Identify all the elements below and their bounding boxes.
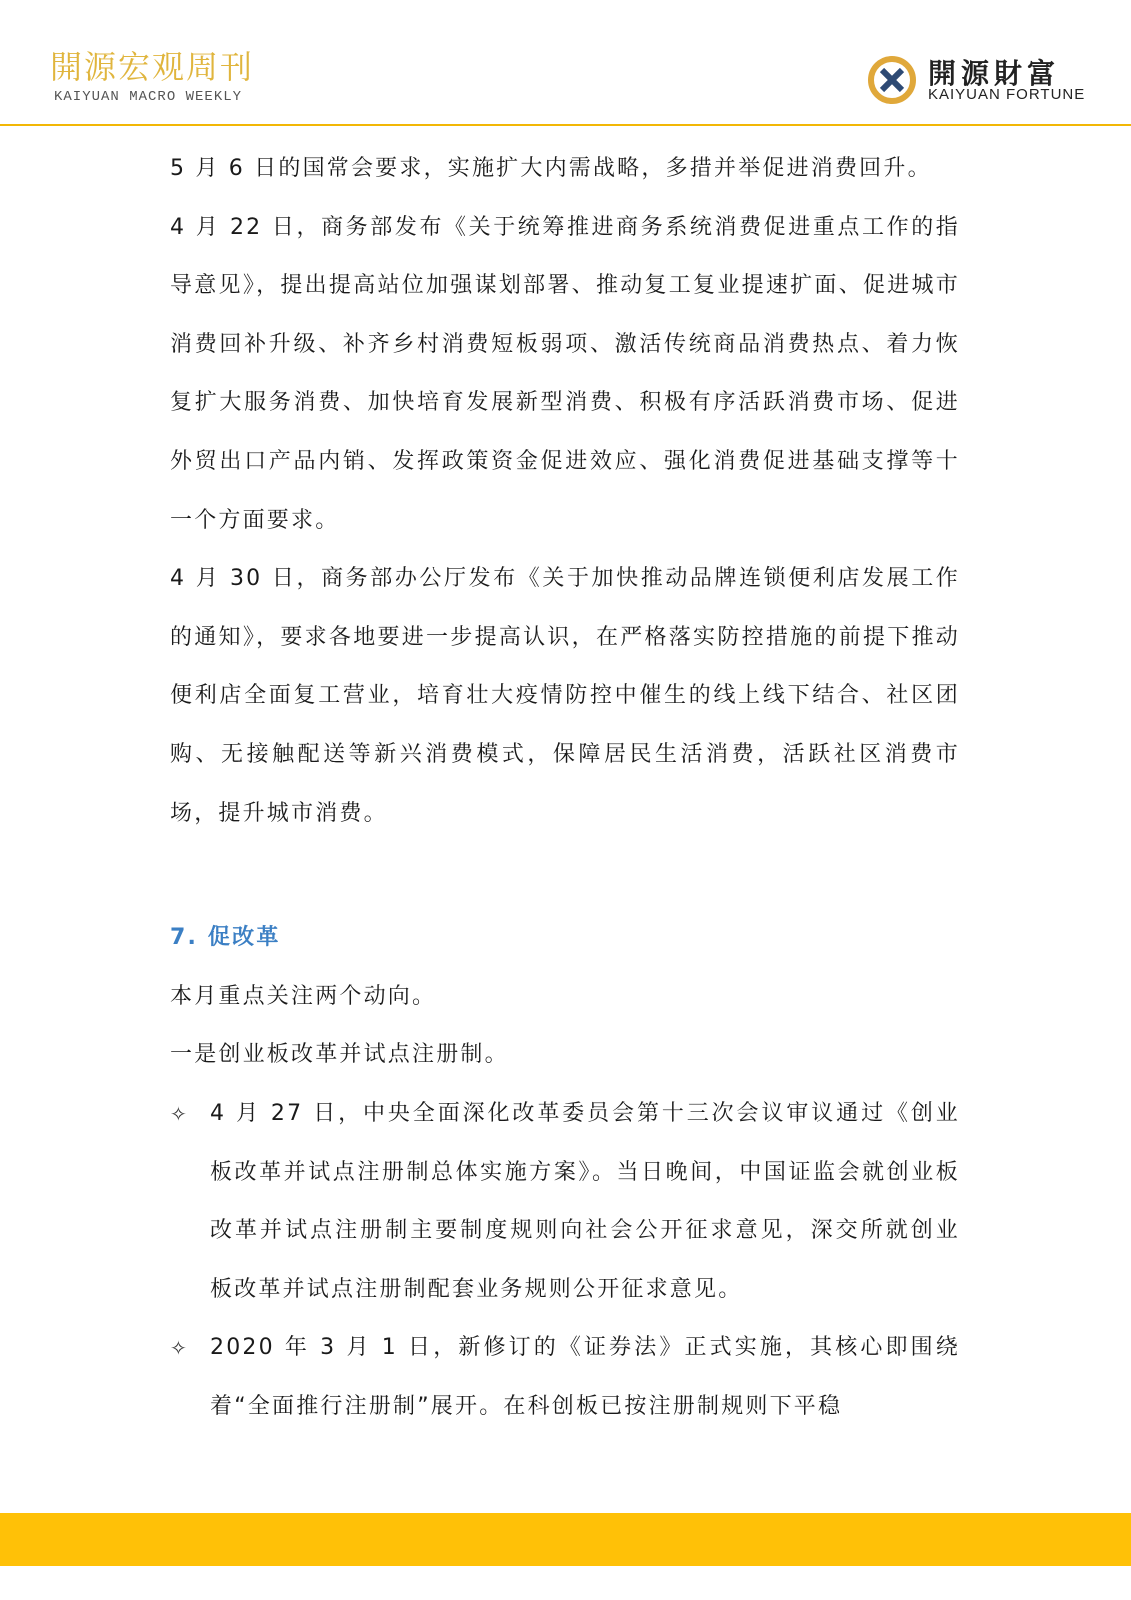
paragraph-gem-reform: 一是创业板改革并试点注册制。 (170, 1042, 509, 1068)
publication-title: 開源宏观周刊 (50, 48, 255, 86)
paragraph-focus: 本月重点关注两个动向。 (170, 983, 437, 1009)
bullet-text: 2020 年 3 月 1 日，新修订的《证券法》正式实施，其核心即围绕着“全面推行注册制”展开。在科创板已按注册制规则下平稳 (210, 1335, 960, 1419)
paragraph-state-council: 5 月 6 日的国常会要求，实施扩大内需战略，多措并举促进消费回升。 (170, 156, 932, 181)
publication-subtitle: KAIYUAN MACRO WEEKLY (54, 89, 243, 105)
article-body (170, 140, 960, 1436)
brand-name-cn: 開源財富 (928, 57, 1061, 90)
bullet-item (170, 1319, 960, 1436)
footer-bar (0, 1513, 1131, 1566)
bullet-item (170, 1085, 960, 1319)
paragraph-mofcom-guidance: 4 月 22 日，商务部发布《关于统筹推进商务系统消费促进重点工作的指导意见》，提出提高站位加强谋划部署、推动复工复业提速扩面、促进城市消费回补升级、补齐乡村消费短板弱项、激活传统商品消费热点、着力恢复扩大服务消费、加快培育发展新型消费、积极有序活跃消费市场、促进外贸出口产品内销、发挥政策资金促进效应、强化消费促进基础支撑等十一个方面要求。 (170, 214, 960, 533)
brand-name-en: KAIYUAN FORTUNE (928, 86, 1086, 103)
header-divider (0, 124, 1131, 126)
sparkle-bullet-icon: ✧ (170, 1336, 189, 1361)
sparkle-bullet-icon: ✧ (170, 1101, 189, 1126)
kaiyuan-logo-icon (866, 52, 918, 104)
page-header (0, 0, 1131, 126)
paragraph-convenience-store: 4 月 30 日，商务部办公厅发布《关于加快推动品牌连锁便利店发展工作的通知》，要求各地要进一步提高认识，在严格落实防控措施的前提下推动便利店全面复工营业，培育壮大疫情防控中催生的线上线下结合、社区团购、无接触配送等新兴消费模式，保障居民生活消费，活跃社区消费市场，提升城市消费。 (170, 566, 960, 826)
brand-logo-block (866, 52, 1086, 108)
bullet-text: 4 月 27 日，中央全面深化改革委员会第十三次会议审议通过《创业板改革并试点注册制总体实施方案》。当日晚间，中国证监会就创业板改革并试点注册制主要制度规则向社会公开征求意见，深交所就创业板改革并试点注册制配套业务规则公开征求意见。 (210, 1100, 960, 1302)
section-heading-reform: 7. 促改革 (170, 925, 281, 951)
